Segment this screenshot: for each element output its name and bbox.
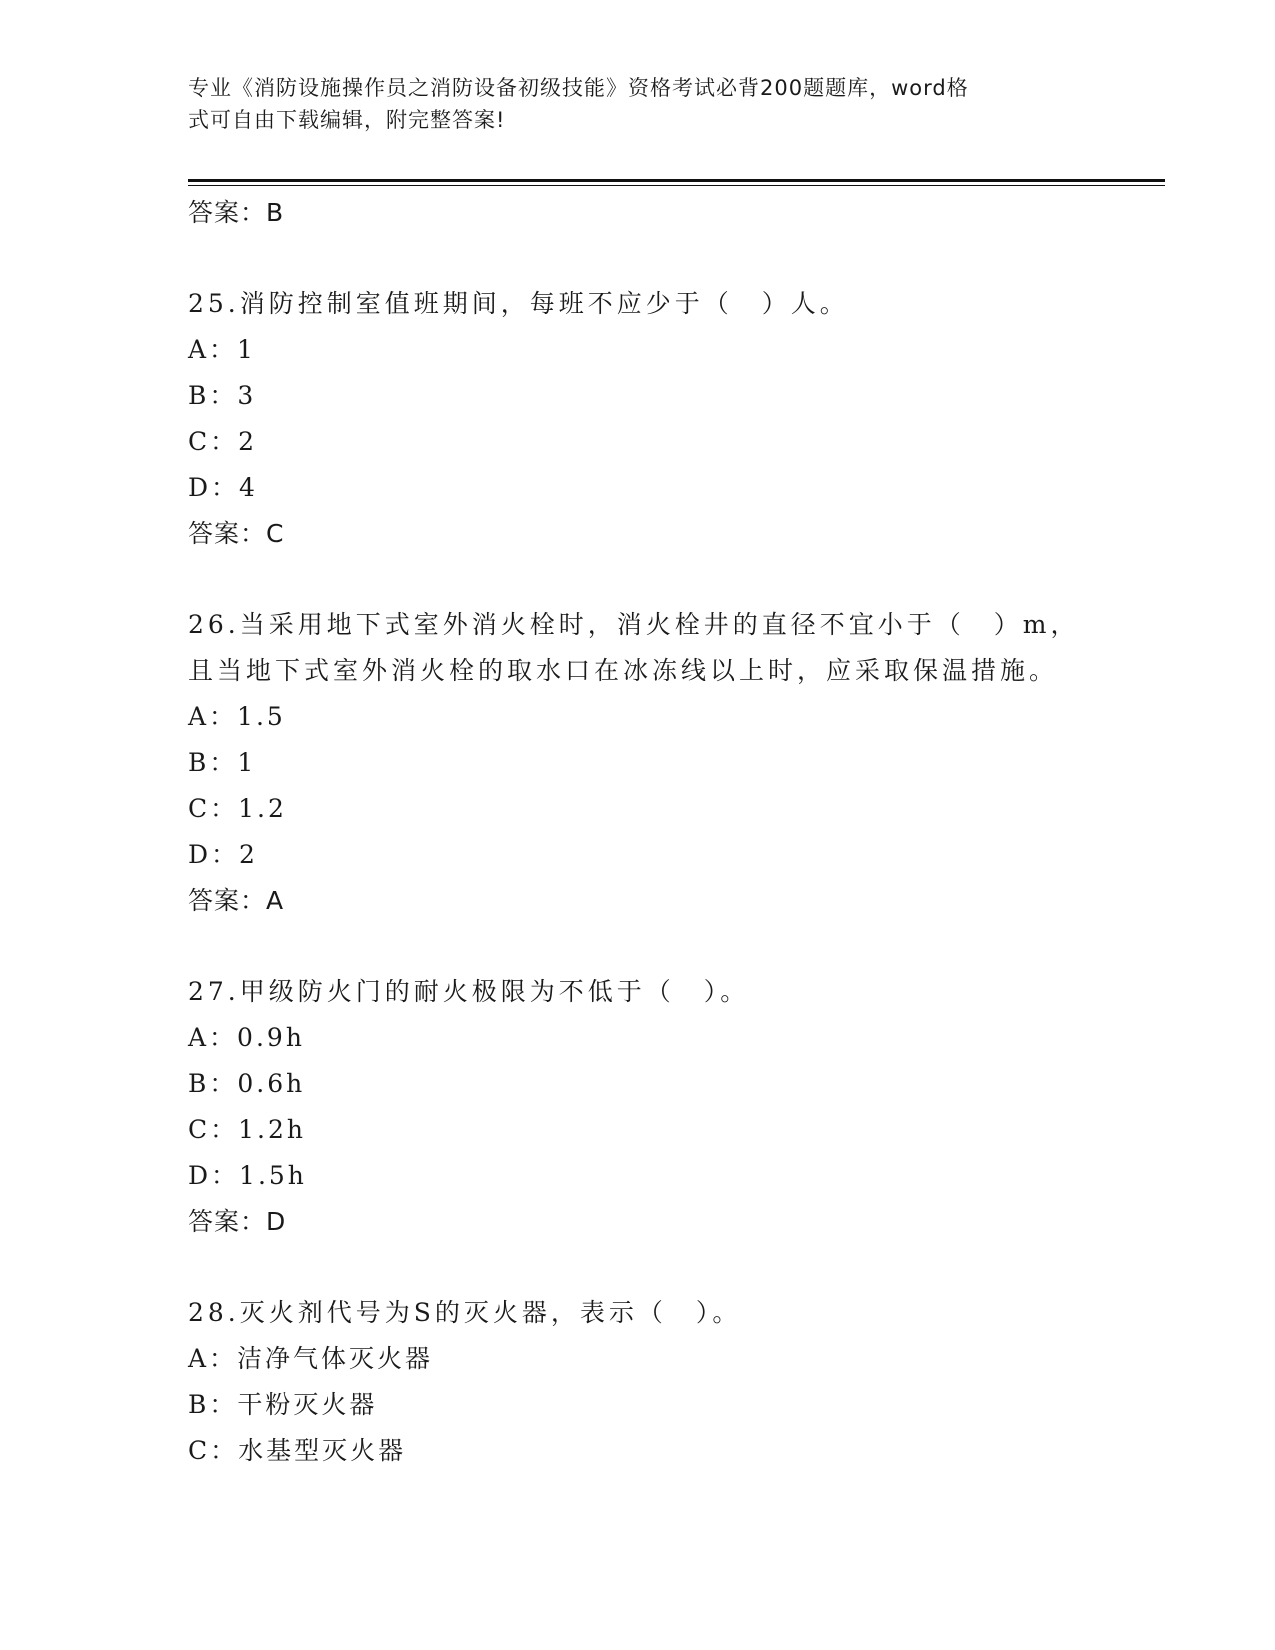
option-a: A：0.9h — [188, 1023, 305, 1052]
option-c: C：水基型灭火器 — [188, 1436, 407, 1465]
answer: 答案：D — [188, 1207, 287, 1236]
question-28 — [188, 1290, 1168, 1474]
option-d: D：4 — [188, 473, 258, 502]
option-b: B：干粉灭火器 — [188, 1390, 378, 1419]
option-a: A：1.5 — [188, 702, 286, 731]
question-26 — [188, 602, 1168, 924]
spacer — [188, 1245, 1168, 1290]
answer: 答案：A — [188, 886, 285, 915]
option-d: D：2 — [188, 840, 258, 869]
header-rule-thick — [188, 179, 1165, 182]
header-rule-thin — [188, 185, 1165, 186]
question-stem: 25.消防控制室值班期间，每班不应少于（ ）人。 — [188, 289, 849, 318]
question-25 — [188, 281, 1168, 557]
header-line-1: 专业《消防设施操作员之消防设备初级技能》资格考试必背200题题库，word格 — [188, 76, 969, 100]
option-c: C：2 — [188, 427, 258, 456]
spacer — [188, 924, 1168, 969]
option-b: B：0.6h — [188, 1069, 306, 1098]
question-stem-line-2: 且当地下式室外消火栓的取水口在冰冻线以上时，应采取保温措施。 — [188, 656, 1059, 685]
question-stem: 27.甲级防火门的耐火极限为不低于（ ）。 — [188, 977, 750, 1006]
option-c: C：1.2 — [188, 794, 287, 823]
question-stem-line-1: 26.当采用地下式室外消火栓时，消火栓井的直径不宜小于（ ）m， — [188, 610, 1080, 639]
option-a: A：1 — [188, 335, 256, 364]
document-header — [188, 72, 1088, 136]
question-stem: 28.灭火剂代号为S的灭火器，表示（ ）。 — [188, 1298, 742, 1327]
answer: 答案：C — [188, 519, 285, 548]
spacer — [188, 236, 1168, 281]
option-c: C：1.2h — [188, 1115, 306, 1144]
option-d: D：1.5h — [188, 1161, 307, 1190]
spacer — [188, 557, 1168, 602]
question-27 — [188, 969, 1168, 1245]
header-line-2: 式可自由下载编辑，附完整答案! — [188, 108, 506, 132]
option-b: B：3 — [188, 381, 257, 410]
question-list — [188, 190, 1168, 1474]
option-b: B：1 — [188, 748, 257, 777]
previous-answer: 答案：B — [188, 198, 285, 227]
option-a: A：洁净气体灭火器 — [188, 1344, 434, 1373]
